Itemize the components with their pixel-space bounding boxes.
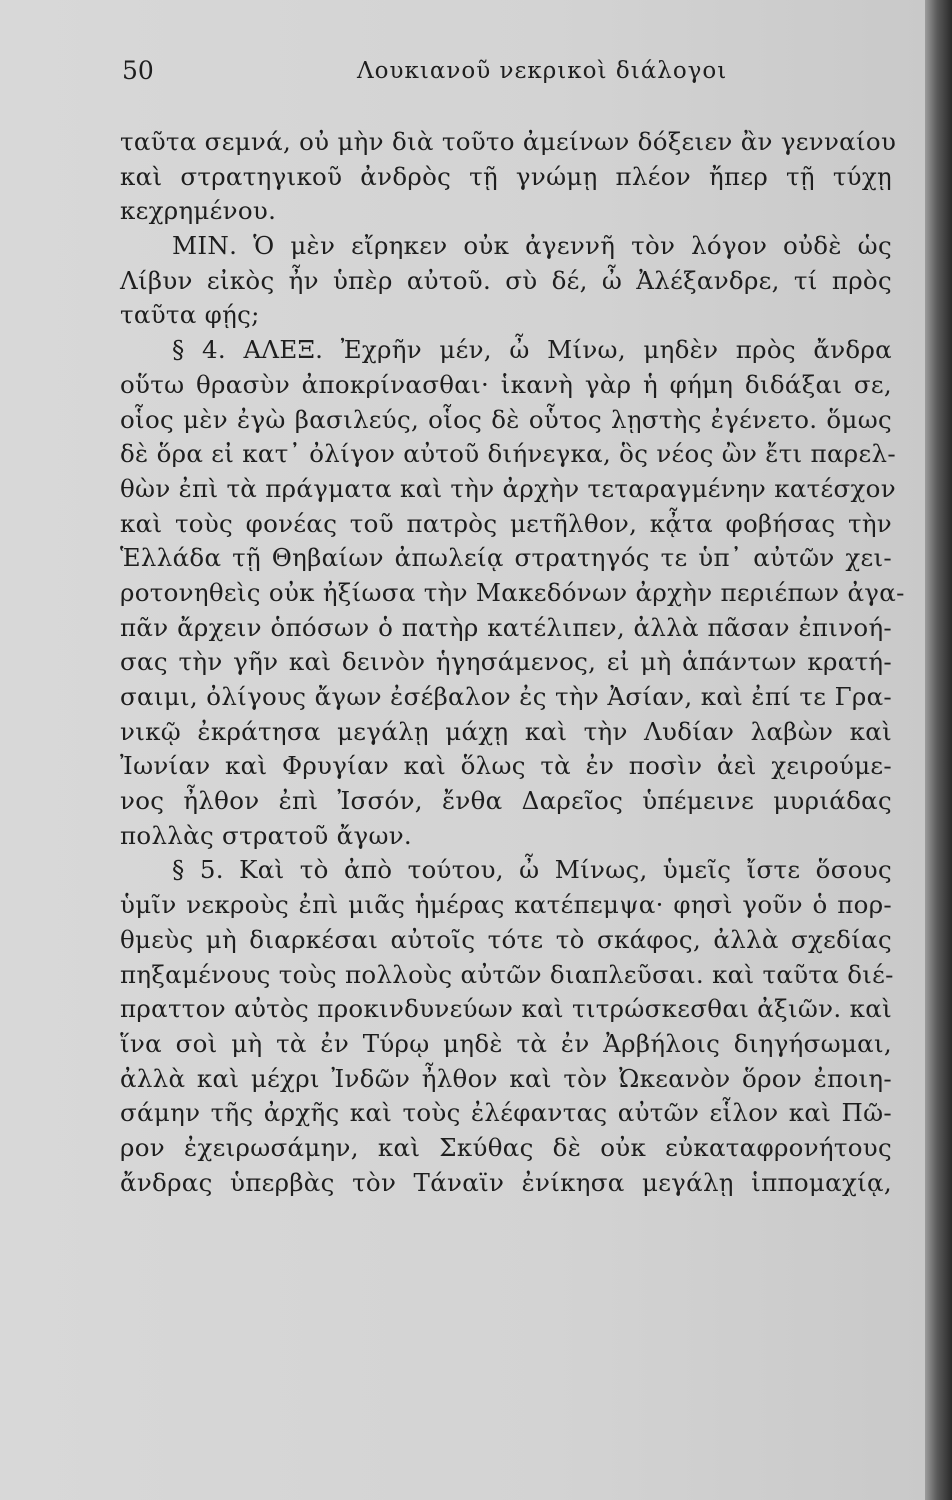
text-line: νος ἦλθον ἐπὶ Ἰσσόν, ἔνθα Δαρεῖος ὑπέμεινε μυριάδας: [120, 786, 892, 816]
text-line: πηξαμένους τοὺς πολλοὺς αὐτῶν διαπλεῦσαι. καὶ ταῦτα διέ-: [120, 959, 894, 989]
text-line: θὼν ἐπὶ τὰ πράγματα καὶ τὴν ἀρχὴν τεταραγμένην κατέσχον: [120, 473, 896, 503]
text-line: ὑμῖν νεκροὺς ἐπὶ μιᾶς ἡμέρας κατέπεμψα· φησὶ γοῦν ὁ πορ-: [120, 890, 892, 920]
text-line: θμεὺς μὴ διαρκέσαι αὐτοῖς τότε τὸ σκάφος, ἀλλὰ σχεδίας: [120, 924, 892, 954]
text-line: ἀλλὰ καὶ μέχρι Ἰνδῶν ἦλθον καὶ τὸν Ὠκεανὸν ὅρον ἐποιη-: [120, 1063, 892, 1093]
section-start-4: § 4. ΑΛΕΞ. Ἐχρῆν μέν, ὦ Μίνω, μηδὲν πρὸς ἄνδρα: [172, 335, 892, 365]
text-line: ΜΙΝ. Ὁ μὲν εἴρηκεν οὐκ ἀγεννῆ τὸν λόγον οὐδὲ ὡς: [172, 231, 892, 261]
section-start-5: § 5. Καὶ τὸ ἀπὸ τούτου, ὦ Μίνως, ὑμεῖς ἴστε ὅσους: [172, 855, 892, 885]
text-line: ἵνα σοὶ μὴ τὰ ἐν Τύρῳ μηδὲ τὰ ἐν Ἀρβήλοις διηγήσωμαι,: [120, 1028, 892, 1058]
text-line: πραττον αὐτὸς προκινδυνεύων καὶ τιτρώσκεσθαι ἀξιῶν. καὶ: [120, 994, 892, 1024]
text-line: πολλὰς στρατοῦ ἄγων.: [120, 820, 413, 850]
text-line: σάμην τῆς ἀρχῆς καὶ τοὺς ἐλέφαντας αὐτῶν εἷλον καὶ Πῶ-: [120, 1098, 892, 1128]
text-line: καὶ τοὺς φονέας τοῦ πατρὸς μετῆλθον, κᾆτα φοβήσας τὴν: [120, 508, 892, 538]
text-line: Ἑλλάδα τῇ Θηβαίων ἀπωλείᾳ στρατηγός τε ὑπ᾽ αὐτῶν χει-: [120, 543, 892, 573]
text-line: ροτονηθεὶς οὐκ ἠξίωσα τὴν Μακεδόνων ἀρχὴν περιέπων ἀγα-: [120, 577, 905, 607]
text-line: ἄνδρας ὑπερβὰς τὸν Τάναϊν ἐνίκησα μεγάλῃ ἱππομαχίᾳ,: [120, 1167, 892, 1197]
text-line: σας τὴν γῆν καὶ δεινὸν ἡγησάμενος, εἰ μὴ ἁπάντων κρατή-: [120, 647, 892, 677]
text-line: Λίβυν εἰκὸς ἦν ὑπὲρ αὐτοῦ. σὺ δέ, ὦ Ἀλέξανδρε, τί πρὸς: [120, 265, 892, 295]
text-line: ταῦτα σεμνά, οὐ μὴν διὰ τοῦτο ἀμείνων δόξειεν ἂν γενναίου: [120, 127, 897, 156]
text-line: σαιμι, ὀλίγους ἄγων ἐσέβαλον ἐς τὴν Ἀσίαν, καὶ ἐπί τε Γρα-: [120, 682, 892, 711]
text-line: οὕτω θρασὺν ἀποκρίνασθαι· ἱκανὴ γὰρ ἡ φήμη διδάξαι σε,: [120, 369, 892, 399]
text-line: καὶ στρατηγικοῦ ἀνδρὸς τῇ γνώμῃ πλέον ἤπερ τῇ τύχῃ: [120, 161, 892, 191]
text-line: Ἰωνίαν καὶ Φρυγίαν καὶ ὅλως τὰ ἐν ποσὶν ἀεὶ χειρούμε-: [120, 751, 892, 781]
running-title: Λουκιανοῦ νεκρικοὶ διάλογοι: [357, 58, 728, 84]
text-line: δὲ ὅρα εἰ κατ᾽ ὀλίγον αὐτοῦ διήνεγκα, ὃς νέος ὢν ἔτι παρελ-: [120, 439, 896, 469]
book-gutter-shadow: [925, 0, 952, 1500]
page-header: [122, 52, 892, 92]
text-line: νικῷ ἐκράτησα μεγάλῃ μάχῃ καὶ τὴν Λυδίαν λαβὼν καὶ: [120, 716, 892, 746]
text-line: κεχρημένου.: [120, 196, 277, 226]
text-line: πᾶν ἄρχειν ὁπόσων ὁ πατὴρ κατέλιπεν, ἀλλὰ πᾶσαν ἐπινοή-: [120, 612, 892, 642]
text-line: ρον ἐχειρωσάμην, καὶ Σκύθας δὲ οὐκ εὐκαταφρονήτους: [120, 1132, 892, 1162]
body-text: [120, 125, 905, 1200]
page-number: 50: [122, 56, 154, 85]
text-line: ταῦτα φῄς;: [120, 300, 260, 330]
text-line: οἷος μὲν ἐγὼ βασιλεύς, οἷος δὲ οὗτος λῃστὴς ἐγένετο. ὅμως: [120, 404, 892, 434]
